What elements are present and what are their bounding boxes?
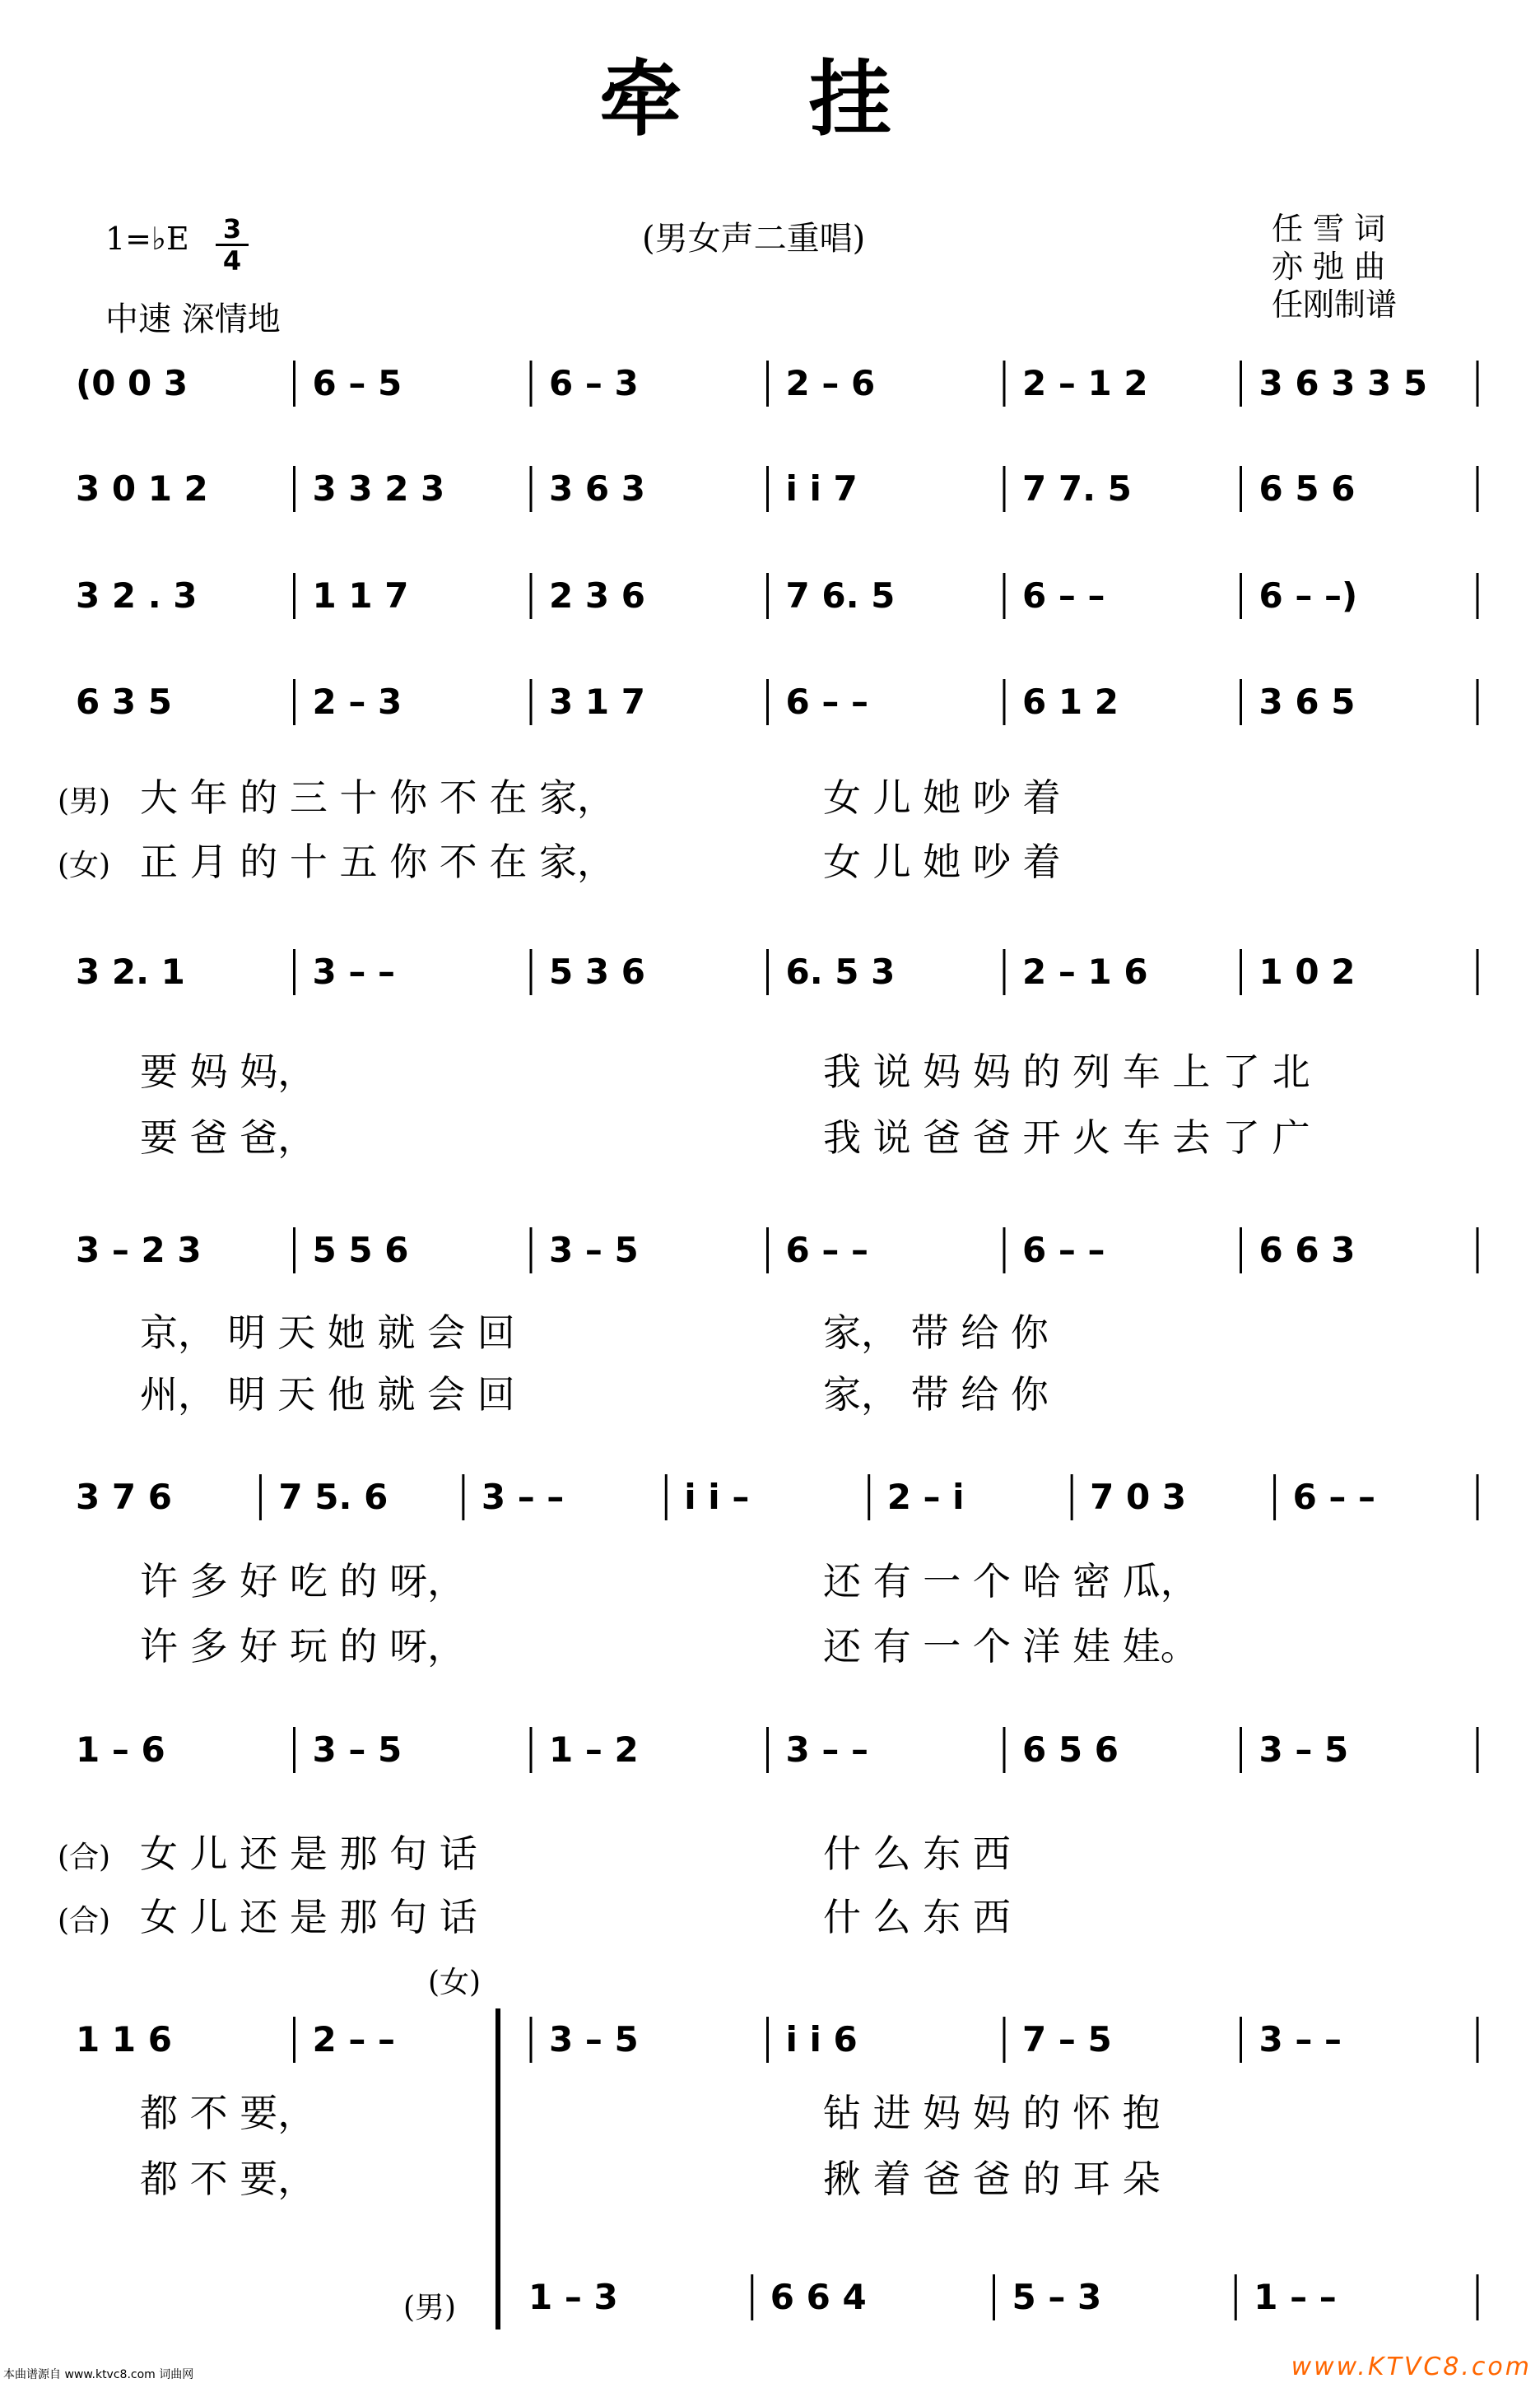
measure-3-3: 2 3 6	[549, 575, 645, 616]
lyric-line: 都 不 要，	[140, 2157, 316, 2201]
footer-watermark: www.KTVC8.com	[1291, 2353, 1532, 2381]
measure-1-6: 3 6 3 3 5	[1259, 363, 1428, 403]
lyric-line: 京， 明 天 她 就 会 回	[140, 1310, 515, 1355]
measure-3-5: 6 – –	[1022, 575, 1105, 616]
measure-7-1: 3 7 6	[76, 1477, 172, 1517]
lyric-line: 揪 着 爸 爸 的 耳 朵	[823, 2157, 1161, 2201]
lyric-line: 女 儿 她 吵 着	[823, 775, 1061, 820]
measure-2-5: 7 7. 5	[1022, 468, 1132, 509]
voice-label: (男)	[58, 784, 111, 818]
measure-5-4: 6. 5 3	[785, 952, 896, 992]
measure-4-5: 6 1 2	[1022, 682, 1119, 722]
lyric-line: 我 说 爸 爸 开 火 车 去 了 广	[823, 1115, 1310, 1160]
voice-label: (合)	[58, 1904, 111, 1938]
measure-3-6: 6 – –)	[1259, 575, 1358, 616]
measure-8-6: 3 – 5	[1259, 1729, 1349, 1770]
voice-label: (女)	[58, 849, 111, 882]
lyric-line: 许 多 好 玩 的 呀，	[140, 1624, 466, 1669]
measure-1-4: 2 – 6	[785, 363, 876, 403]
measure-8-1: 1 – 6	[76, 1729, 165, 1770]
measure-9-1: 1 1 6	[76, 2019, 172, 2060]
measure-4-6: 3 6 5	[1259, 682, 1356, 722]
lyric-line: 都 不 要，	[140, 2091, 316, 2135]
lyric-line: 要 爸 爸，	[140, 1115, 316, 1160]
measure-7-6: 7 0 3	[1090, 1477, 1187, 1517]
lower-measure-4: 1 – –	[1254, 2277, 1337, 2317]
measure-2-1: 3 0 1 2	[76, 468, 208, 509]
measure-8-3: 1 – 2	[549, 1729, 639, 1770]
measure-2-6: 6 5 6	[1259, 468, 1356, 509]
lyricist-credit: 任 雪 词	[1272, 211, 1386, 247]
measure-4-2: 2 – 3	[312, 682, 402, 722]
measure-7-7: 6 – –	[1292, 1477, 1376, 1517]
lyric-line: 要 妈 妈，	[140, 1050, 316, 1094]
measure-9-5: 7 – 5	[1022, 2019, 1112, 2060]
measure-5-2: 3 – –	[312, 952, 395, 992]
measure-4-1: 6 3 5	[76, 682, 172, 722]
lyric-line: 州， 明 天 他 就 会 回	[140, 1372, 515, 1417]
tempo-marking: 中速 深情地	[105, 300, 281, 338]
measure-6-3: 3 – 5	[549, 1230, 639, 1270]
footer-source: 本曲谱源自 www.ktvc8.com 词曲网	[3, 2368, 194, 2381]
measure-9-6: 3 – –	[1259, 2019, 1342, 2060]
subtitle: (男女声二重唱)	[642, 220, 866, 258]
measure-9-3: 3 – 5	[549, 2019, 639, 2060]
composer-credit: 亦 弛 曲	[1272, 249, 1386, 285]
key-signature: 1=♭E	[105, 221, 189, 257]
notation-credit: 任刚制谱	[1272, 286, 1398, 323]
lower-measure-2: 6 6 4	[770, 2277, 867, 2317]
lyric-line: 还 有 一 个 哈 密 瓜，	[823, 1559, 1198, 1603]
measure-3-2: 1 1 7	[312, 575, 409, 616]
measure-1-3: 6 – 3	[549, 363, 639, 403]
lyric-line: 还 有 一 个 洋 娃 娃。	[823, 1624, 1198, 1669]
measure-4-4: 6 – –	[785, 682, 868, 722]
role-female: (女)	[428, 1966, 482, 1999]
measure-5-3: 5 3 6	[549, 952, 645, 992]
lyric-line: 女 儿 还 是 那 句 话	[140, 1831, 477, 1876]
measure-6-2: 5 5 6	[312, 1230, 409, 1270]
measure-2-4: i i 7	[785, 468, 858, 509]
voice-label: (合)	[58, 1841, 111, 1874]
lyric-line: 许 多 好 吃 的 呀，	[140, 1559, 466, 1603]
lyric-line: 女 儿 还 是 那 句 话	[140, 1895, 477, 1939]
measure-7-2: 7 5. 6	[278, 1477, 388, 1517]
role-male: (男)	[403, 2291, 457, 2325]
measure-1-5: 2 – 1 2	[1022, 363, 1148, 403]
lyric-line: 我 说 妈 妈 的 列 车 上 了 北	[823, 1050, 1310, 1094]
measure-8-2: 3 – 5	[312, 1729, 402, 1770]
measure-6-5: 6 – –	[1022, 1230, 1105, 1270]
measure-2-2: 3 3 2 3	[312, 468, 445, 509]
time-sig-top: 3	[222, 213, 242, 244]
measure-9-4: i i 6	[785, 2019, 858, 2060]
measure-8-5: 6 5 6	[1022, 1729, 1119, 1770]
measure-7-5: 2 – i	[886, 1477, 965, 1517]
lower-measure-1: 1 – 3	[528, 2277, 618, 2317]
measure-8-4: 3 – –	[785, 1729, 868, 1770]
measure-3-1: 3 2 . 3	[76, 575, 198, 616]
measure-2-3: 3 6 3	[549, 468, 645, 509]
lower-measure-3: 5 – 3	[1012, 2277, 1102, 2317]
lyric-line: 家， 带 给 你	[823, 1310, 1049, 1355]
lyric-line: 钻 进 妈 妈 的 怀 抱	[823, 2091, 1161, 2135]
lyric-line: 女 儿 她 吵 着	[823, 840, 1061, 884]
lyric-line: 正 月 的 十 五 你 不 在 家，	[140, 840, 615, 884]
measure-6-6: 6 6 3	[1259, 1230, 1356, 1270]
measure-5-6: 1 0 2	[1259, 952, 1356, 992]
measure-1-1: (0 0 3	[76, 363, 188, 403]
song-title: 牵 挂	[599, 50, 941, 147]
measure-7-3: 3 – –	[481, 1477, 565, 1517]
measure-9-2: 2 – –	[312, 2019, 395, 2060]
measure-5-1: 3 2. 1	[76, 952, 185, 992]
measure-6-1: 3 – 2 3	[76, 1230, 202, 1270]
measure-6-4: 6 – –	[785, 1230, 868, 1270]
time-sig-bottom: 4	[222, 245, 242, 277]
measure-3-4: 7 6. 5	[785, 575, 896, 616]
lyric-line: 什 么 东 西	[823, 1895, 1011, 1939]
measure-1-2: 6 – 5	[312, 363, 402, 403]
measure-4-3: 3 1 7	[549, 682, 645, 722]
lyric-line: 大 年 的 三 十 你 不 在 家，	[140, 775, 615, 820]
measure-7-4: i i –	[684, 1477, 750, 1517]
measure-5-5: 2 – 1 6	[1022, 952, 1148, 992]
lyric-line: 家， 带 给 你	[823, 1372, 1049, 1417]
lyric-line: 什 么 东 西	[823, 1831, 1011, 1876]
